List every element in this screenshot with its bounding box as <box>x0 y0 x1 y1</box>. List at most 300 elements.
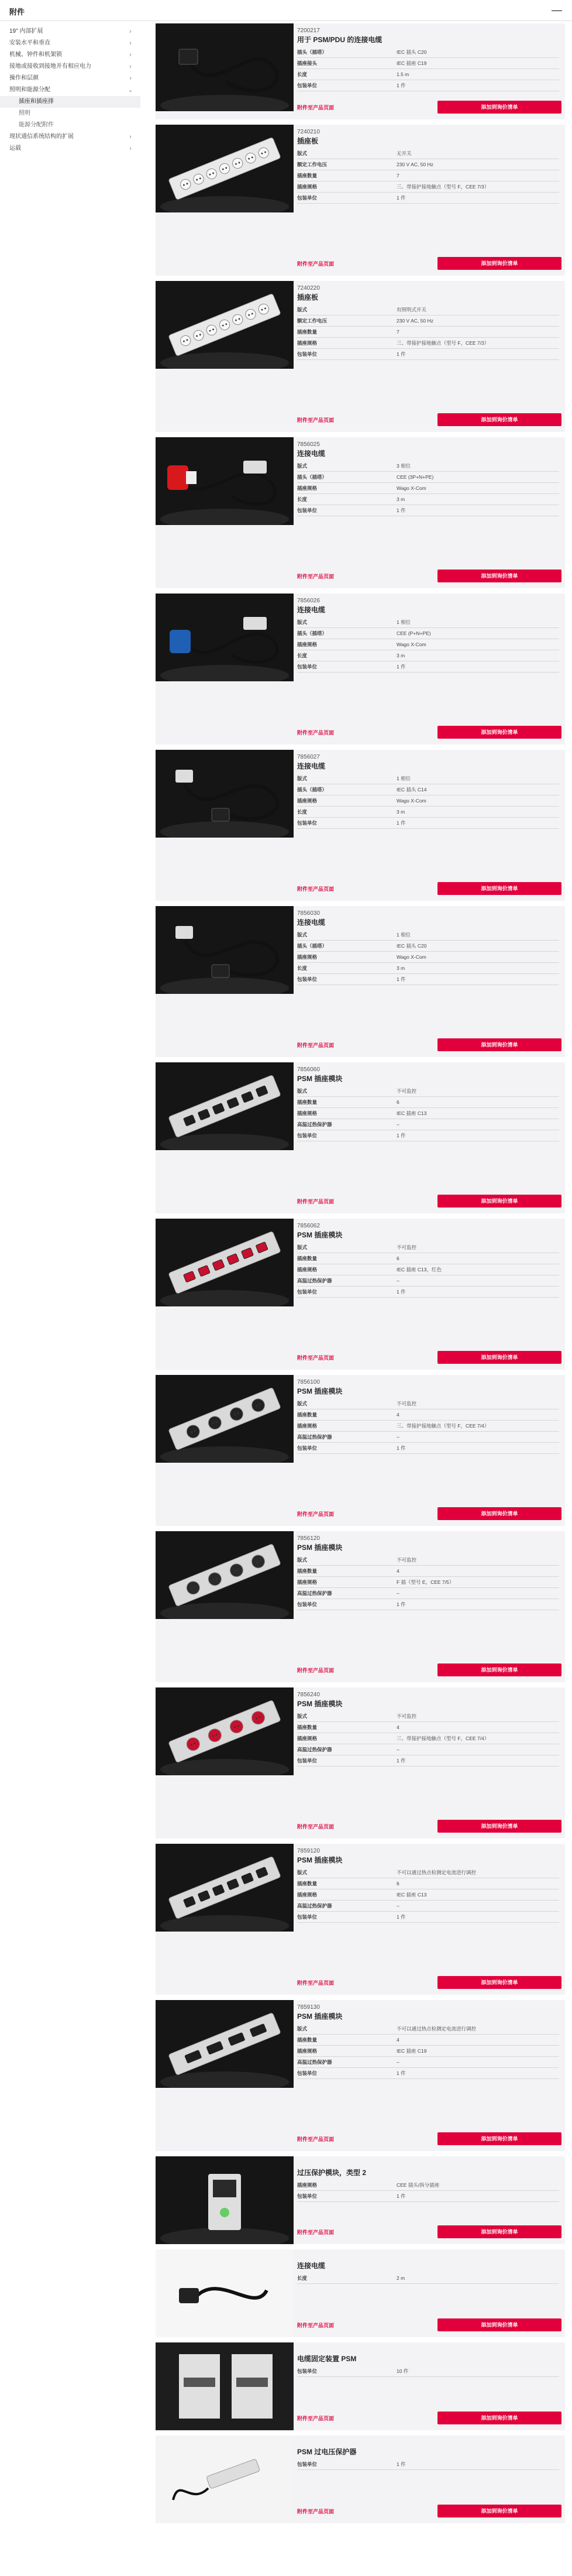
product-details <box>297 128 559 204</box>
product-name[interactable]: 用于 PSM/PDU 的连接电缆 <box>297 36 383 44</box>
spec-label: 插座规格 <box>297 1110 318 1116</box>
product-image[interactable] <box>156 1844 294 1932</box>
spec-row <box>297 304 559 315</box>
spec-label: 包装单位 <box>297 976 318 982</box>
spec-label: 插头（插塔） <box>297 474 328 480</box>
product-card <box>156 1062 565 1213</box>
card-actions <box>297 1507 561 1520</box>
sidebar-item[interactable] <box>0 131 140 143</box>
sidebar-item[interactable] <box>0 73 140 84</box>
spec-value: 1 相位 <box>397 932 411 938</box>
spec-label: 额定工作电压 <box>297 318 328 324</box>
spec-row <box>297 1432 559 1443</box>
chevron-right-icon[interactable]: › <box>129 75 132 82</box>
product-name[interactable]: 插座板 <box>297 137 319 145</box>
product-card <box>156 906 565 1057</box>
sidebar-item[interactable] <box>0 84 140 96</box>
spec-label: 插座数量 <box>297 1412 318 1418</box>
product-name[interactable]: 电缆固定装置 PSM <box>297 2355 357 2363</box>
spec-row <box>297 1242 559 1253</box>
product-details <box>297 597 559 673</box>
spec-row <box>297 974 559 985</box>
product-number: 7856027 <box>297 754 320 760</box>
spec-row <box>297 1755 559 1767</box>
spec-row <box>297 2046 559 2057</box>
spec-value: 1 件 <box>397 2461 406 2467</box>
all-products-link[interactable]: 附件至产品页面 <box>297 1511 335 1517</box>
product-details <box>297 2346 559 2377</box>
product-image[interactable] <box>156 1219 294 1306</box>
sidebar-item-label: 照明 <box>19 110 30 116</box>
product-card <box>156 2249 565 2337</box>
product-image[interactable] <box>156 2342 294 2430</box>
product-details <box>297 2253 559 2284</box>
spec-row <box>297 2068 559 2079</box>
spec-label: 插头（插塔） <box>297 49 328 55</box>
spec-label: 插座规格 <box>297 2048 318 2054</box>
card-actions <box>297 1976 561 1989</box>
spec-value: 4 <box>397 1412 399 1418</box>
product-card <box>156 2156 565 2244</box>
spec-label: 插座规格 <box>297 1267 318 1272</box>
spec-row <box>297 1588 559 1599</box>
spec-row <box>297 1711 559 1722</box>
spec-row <box>297 1912 559 1923</box>
spec-label: 高温过热保护器 <box>297 1903 332 1909</box>
sidebar-item-label: 能源分配附件 <box>19 122 54 128</box>
chevron-right-icon[interactable]: › <box>129 145 132 152</box>
spec-value: 3 m <box>397 496 405 502</box>
add-to-inquiry-button[interactable]: 添加到询价清单 <box>437 2318 561 2331</box>
spec-label: 版式 <box>297 1713 308 1719</box>
spec-row <box>297 1722 559 1733</box>
spec-row <box>297 1409 559 1421</box>
spec-label: 版式 <box>297 932 308 938</box>
add-to-inquiry-button[interactable]: 添加到询价清单 <box>437 1038 561 1051</box>
spec-value: 7 <box>397 173 399 179</box>
card-actions <box>297 2412 561 2424</box>
spec-value: 三、带接护接地触点（型号 F，CEE 7/3） <box>397 184 490 190</box>
all-products-link[interactable]: 附件至产品页面 <box>297 1199 335 1205</box>
spec-label: 高温过热保护器 <box>297 1747 332 1752</box>
spec-label: 插座规格 <box>297 1892 318 1898</box>
spec-row <box>297 617 559 628</box>
sidebar-item[interactable] <box>0 49 140 61</box>
spec-value: 不可监控 <box>397 1401 417 1407</box>
sidebar-item[interactable] <box>0 26 140 37</box>
product-number: 7856100 <box>297 1379 320 1385</box>
add-to-inquiry-button[interactable]: 添加到询价清单 <box>437 1507 561 1520</box>
product-image[interactable] <box>156 1687 294 1775</box>
add-to-inquiry-button[interactable]: 添加到询价清单 <box>437 2412 561 2424</box>
spec-label: 插座规格 <box>297 954 318 960</box>
spec-row <box>297 80 559 91</box>
spec-label: 包装单位 <box>297 1601 318 1607</box>
product-image[interactable] <box>156 125 294 212</box>
spec-label: 版式 <box>297 1244 308 1250</box>
spec-label: 插座数量 <box>297 1256 318 1261</box>
spec-row <box>297 784 559 795</box>
sidebar-item-label: 机械、钟件和机架锁 <box>9 52 62 58</box>
spec-value: 1 件 <box>397 976 406 982</box>
spec-value: 三、带接护接地触点（型号 F，CEE 7/4） <box>397 1423 490 1429</box>
spec-row <box>297 1421 559 1432</box>
spec-label: 额定工作电压 <box>297 162 328 167</box>
spec-value: CEE (3P+N+PE) <box>397 474 434 480</box>
all-products-link[interactable]: 附件至产品页面 <box>297 1980 335 1986</box>
spec-label: 长度 <box>297 71 308 77</box>
spec-row <box>297 929 559 941</box>
spec-value: 4 <box>397 1568 399 1574</box>
chevron-right-icon[interactable]: › <box>129 40 132 47</box>
add-to-inquiry-button[interactable]: 添加到询价清单 <box>437 1351 561 1364</box>
product-name[interactable]: 过压保护模块，类型 2 <box>297 2169 367 2177</box>
product-name[interactable]: PSM 过电压保护器 <box>297 2448 357 2456</box>
spec-row <box>297 327 559 338</box>
card-actions <box>297 257 561 270</box>
spec-label: 高温过热保护器 <box>297 1434 332 1440</box>
spec-value: 1 件 <box>397 351 406 357</box>
spec-value: 不可监控 <box>397 1713 417 1719</box>
spec-label: 插座数量 <box>297 2037 318 2043</box>
product-number <box>297 2253 559 2261</box>
product-image[interactable] <box>156 437 294 525</box>
sidebar-item[interactable] <box>0 96 140 108</box>
spec-value: IEC 插座 C19 <box>397 2048 427 2054</box>
add-to-inquiry-button[interactable]: 添加到询价清单 <box>437 2132 561 2145</box>
spec-label: 版式 <box>297 1088 308 1094</box>
product-number <box>297 2160 559 2168</box>
spec-row <box>297 773 559 784</box>
product-number: 7856026 <box>297 598 320 604</box>
product-card <box>156 2342 565 2430</box>
spec-row <box>297 1086 559 1097</box>
all-products-link[interactable]: 附件至产品页面 <box>297 730 335 736</box>
spec-row <box>297 461 559 472</box>
card-actions <box>297 101 561 114</box>
spec-value: 不可以通过热点检测定电流进行调控 <box>397 2026 477 2032</box>
add-to-inquiry-button[interactable]: 添加到询价清单 <box>437 882 561 895</box>
product-number: 7856030 <box>297 910 320 917</box>
spec-value: 1 件 <box>397 820 406 826</box>
spec-value: IEC 插头 C20 <box>397 49 427 55</box>
product-number: 7240210 <box>297 129 320 135</box>
add-to-inquiry-button[interactable]: 添加到询价清单 <box>437 2505 561 2517</box>
product-card <box>156 1531 565 1682</box>
add-to-inquiry-button[interactable]: 添加到询价清单 <box>437 726 561 739</box>
spec-label: 包装单位 <box>297 1289 318 1295</box>
spec-row <box>297 338 559 349</box>
all-products-link[interactable]: 附件至产品页面 <box>297 2136 335 2142</box>
spec-row <box>297 661 559 673</box>
sidebar-item[interactable] <box>0 143 140 155</box>
spec-label: 版式 <box>297 1870 308 1875</box>
spec-row <box>297 1555 559 1566</box>
add-to-inquiry-button[interactable]: 添加到询价清单 <box>437 1976 561 1989</box>
product-number: 7240220 <box>297 285 320 291</box>
spec-value: 不可监控 <box>397 1244 417 1250</box>
add-to-inquiry-button[interactable]: 添加到询价清单 <box>437 1195 561 1208</box>
product-name[interactable]: PSM 插座模块 <box>297 2012 343 2021</box>
page-title: 附件 <box>9 8 25 16</box>
product-name[interactable]: PSM 插座模块 <box>297 1231 343 1239</box>
spec-label: 长度 <box>297 2275 308 2281</box>
spec-row <box>297 2180 559 2191</box>
spec-value: Wago X-Com <box>397 954 426 960</box>
spec-row <box>297 58 559 69</box>
collapse-icon[interactable]: — <box>552 4 562 16</box>
spec-value: 三、带接护接地触点（型号 F，CEE 7/4） <box>397 1735 490 1741</box>
product-image[interactable] <box>156 1062 294 1150</box>
spec-row <box>297 2023 559 2035</box>
spec-label: 包装单位 <box>297 1758 318 1764</box>
all-products-link[interactable]: 附件至产品页面 <box>297 1042 335 1048</box>
product-details <box>297 1222 559 1298</box>
product-image[interactable] <box>156 2156 294 2244</box>
chevron-right-icon[interactable]: › <box>129 28 132 35</box>
spec-row <box>297 2459 559 2470</box>
spec-value: 1 件 <box>397 2070 406 2076</box>
spec-row <box>297 1733 559 1744</box>
product-image[interactable] <box>156 2436 294 2523</box>
product-name[interactable]: 连接电缆 <box>297 2262 326 2270</box>
chevron-right-icon[interactable]: › <box>129 52 132 59</box>
spec-label: 插头（插塔） <box>297 787 328 793</box>
spec-row <box>297 315 559 327</box>
spec-value: 7 <box>397 329 399 335</box>
spec-row <box>297 1097 559 1108</box>
product-number: 7856025 <box>297 441 320 448</box>
spec-label: 插头（插塔） <box>297 630 328 636</box>
spec-row <box>297 807 559 818</box>
product-name[interactable]: PSM 插座模块 <box>297 1387 343 1395</box>
spec-row <box>297 818 559 829</box>
spec-row <box>297 181 559 193</box>
spec-row <box>297 941 559 952</box>
spec-row <box>297 2035 559 2046</box>
add-to-inquiry-button[interactable]: 添加到询价清单 <box>437 257 561 270</box>
product-image[interactable] <box>156 2249 294 2337</box>
add-to-inquiry-button[interactable]: 添加到询价清单 <box>437 1663 561 1676</box>
spec-row <box>297 1130 559 1141</box>
spec-value: 1 件 <box>397 664 406 670</box>
spec-value: 3 m <box>397 653 405 658</box>
chevron-right-icon[interactable]: › <box>129 63 132 70</box>
product-card <box>156 750 565 901</box>
spec-label: 包装单位 <box>297 1914 318 1920</box>
all-products-link[interactable]: 附件至产品页面 <box>297 1824 335 1830</box>
chevron-down-icon[interactable]: ⌄ <box>128 87 133 94</box>
sidebar-item[interactable] <box>0 119 140 131</box>
sidebar-item-label: 接地或接收到接地并有相应电力 <box>9 63 91 70</box>
product-card <box>156 2436 565 2523</box>
spec-value: 三、带接护接地触点（型号 F，CEE 7/3） <box>397 340 490 346</box>
product-number: 7859130 <box>297 2004 320 2011</box>
product-image[interactable] <box>156 1375 294 1463</box>
card-actions <box>297 882 561 895</box>
spec-label: 包装单位 <box>297 83 318 88</box>
spec-label: 插座数量 <box>297 1724 318 1730</box>
spec-value: Wago X-Com <box>397 642 426 647</box>
product-image[interactable] <box>156 281 294 369</box>
all-products-link[interactable]: 附件至产品页面 <box>297 574 335 579</box>
product-name[interactable]: 插座板 <box>297 293 319 301</box>
sidebar-item[interactable] <box>0 37 140 49</box>
product-name[interactable]: 连接电缆 <box>297 606 326 614</box>
add-to-inquiry-button[interactable]: 添加到询价清单 <box>437 413 561 426</box>
spec-row <box>297 1443 559 1454</box>
product-number: 7856240 <box>297 1692 320 1698</box>
spec-label: 插座接头 <box>297 60 318 66</box>
spec-row <box>297 483 559 494</box>
product-number: 7856120 <box>297 1535 320 1542</box>
spec-value: 1 相位 <box>397 619 411 625</box>
spec-row <box>297 1119 559 1130</box>
spec-label: 插座数量 <box>297 1099 318 1105</box>
spec-value: 2 m <box>397 2275 405 2281</box>
spec-label: 包装单位 <box>297 2461 318 2467</box>
product-name[interactable]: PSM 插座模块 <box>297 1075 343 1083</box>
product-image[interactable] <box>156 1531 294 1619</box>
spec-value: 1 件 <box>397 195 406 201</box>
product-details <box>297 1378 559 1454</box>
spec-row <box>297 494 559 505</box>
sidebar-item[interactable] <box>0 61 140 73</box>
spec-label: 包装单位 <box>297 195 318 201</box>
all-products-link[interactable]: 附件至产品页面 <box>297 261 335 267</box>
spec-row <box>297 2191 559 2202</box>
spec-value: 1 件 <box>397 1289 406 1295</box>
spec-label: 高温过热保护器 <box>297 1121 332 1127</box>
product-details <box>297 27 559 91</box>
card-actions <box>297 2318 561 2331</box>
all-products-link[interactable]: 附件至产品页面 <box>297 886 335 892</box>
spec-value: – <box>397 1903 399 1909</box>
card-actions <box>297 2132 561 2145</box>
spec-row <box>297 1108 559 1119</box>
spec-row <box>297 1744 559 1755</box>
spec-label: 插座规格 <box>297 340 318 346</box>
chevron-right-icon[interactable]: › <box>129 133 132 140</box>
spec-label: 插头（插塔） <box>297 943 328 949</box>
spec-label: 包装单位 <box>297 1133 318 1138</box>
product-card <box>156 23 565 119</box>
spec-value: 1.5 m <box>397 71 409 77</box>
sidebar-item-label: 运载 <box>9 145 21 152</box>
product-card <box>156 1844 565 1995</box>
product-image[interactable] <box>156 23 294 111</box>
product-name[interactable]: 连接电缆 <box>297 450 326 458</box>
all-products-link[interactable]: 附件至产品页面 <box>297 2416 335 2421</box>
spec-value: 1 件 <box>397 1445 406 1451</box>
all-products-link[interactable]: 附件至产品页面 <box>297 1355 335 1361</box>
spec-label: 版式 <box>297 307 308 313</box>
product-number: 7856062 <box>297 1223 320 1229</box>
spec-value: 无开关 <box>397 150 412 156</box>
product-number: 7856060 <box>297 1066 320 1073</box>
spec-row <box>297 1901 559 1912</box>
spec-value: 1 件 <box>397 1914 406 1920</box>
sidebar-item-label: 操作和层颜 <box>9 75 39 81</box>
spec-label: 插座数量 <box>297 1568 318 1574</box>
product-name[interactable]: PSM 插座模块 <box>297 1700 343 1708</box>
product-card <box>156 2000 565 2151</box>
spec-row <box>297 2273 559 2284</box>
spec-value: 1 件 <box>397 2193 406 2199</box>
spec-label: 版式 <box>297 1401 308 1407</box>
card-actions <box>297 2225 561 2238</box>
product-details <box>297 2004 559 2079</box>
card-actions <box>297 1820 561 1833</box>
sidebar-item-label: 19" 内部扩展 <box>9 28 43 35</box>
product-details <box>297 753 559 829</box>
spec-value: IEC 插座 C19 <box>397 60 427 66</box>
product-name[interactable]: PSM 插座模块 <box>297 1543 343 1552</box>
spec-value: 3 m <box>397 965 405 971</box>
all-products-link[interactable]: 附件至产品页面 <box>297 1668 335 1673</box>
all-products-link[interactable]: 附件至产品页面 <box>297 2229 335 2235</box>
add-to-inquiry-button[interactable]: 添加到询价清单 <box>437 101 561 114</box>
spec-label: 长度 <box>297 653 308 658</box>
add-to-inquiry-button[interactable]: 添加到询价清单 <box>437 570 561 582</box>
all-products-link[interactable]: 附件至产品页面 <box>297 105 335 111</box>
product-image[interactable] <box>156 906 294 994</box>
card-actions <box>297 1351 561 1364</box>
sidebar-item[interactable] <box>0 108 140 119</box>
spec-row <box>297 47 559 58</box>
product-card <box>156 1375 565 1526</box>
spec-value: F 插（型号 E，CEE 7/5） <box>397 1579 454 1585</box>
card-actions <box>297 726 561 739</box>
spec-value: 1 件 <box>397 1601 406 1607</box>
spec-value: 4 <box>397 1724 399 1730</box>
product-details <box>297 1066 559 1141</box>
spec-value: Wago X-Com <box>397 485 426 491</box>
product-number <box>297 2439 559 2447</box>
all-products-link[interactable]: 附件至产品页面 <box>297 2509 335 2515</box>
spec-value: IEC 插座 C13 <box>397 1110 427 1116</box>
spec-row <box>297 795 559 807</box>
spec-value: 10 件 <box>397 2368 409 2374</box>
product-image[interactable] <box>156 594 294 681</box>
product-name[interactable]: 连接电缆 <box>297 762 326 770</box>
spec-label: 包装单位 <box>297 664 318 670</box>
spec-row <box>297 1398 559 1409</box>
add-to-inquiry-button[interactable]: 添加到询价清单 <box>437 1820 561 1833</box>
product-image[interactable] <box>156 750 294 838</box>
product-card <box>156 1687 565 1838</box>
product-image[interactable] <box>156 2000 294 2088</box>
add-to-inquiry-button[interactable]: 添加到询价清单 <box>437 2225 561 2238</box>
category-sidebar <box>0 26 140 155</box>
all-products-link[interactable]: 附件至产品页面 <box>297 417 335 423</box>
product-name[interactable]: 连接电缆 <box>297 918 326 927</box>
spec-value: IEC 插头 C20 <box>397 943 427 949</box>
spec-value: 1 件 <box>397 507 406 513</box>
spec-row <box>297 1599 559 1610</box>
spec-value: 3 相位 <box>397 463 411 469</box>
product-number <box>297 2346 559 2354</box>
product-details <box>297 284 559 360</box>
spec-row <box>297 472 559 483</box>
product-number: 7859120 <box>297 1848 320 1854</box>
product-name[interactable]: PSM 插座模块 <box>297 1856 343 1864</box>
spec-value: – <box>397 1747 399 1752</box>
spec-value: 230 V AC, 50 Hz <box>397 162 433 167</box>
all-products-link[interactable]: 附件至产品页面 <box>297 2323 335 2328</box>
spec-value: 不可以通过热点检测定电流进行调控 <box>397 1870 477 1875</box>
product-card <box>156 1219 565 1370</box>
